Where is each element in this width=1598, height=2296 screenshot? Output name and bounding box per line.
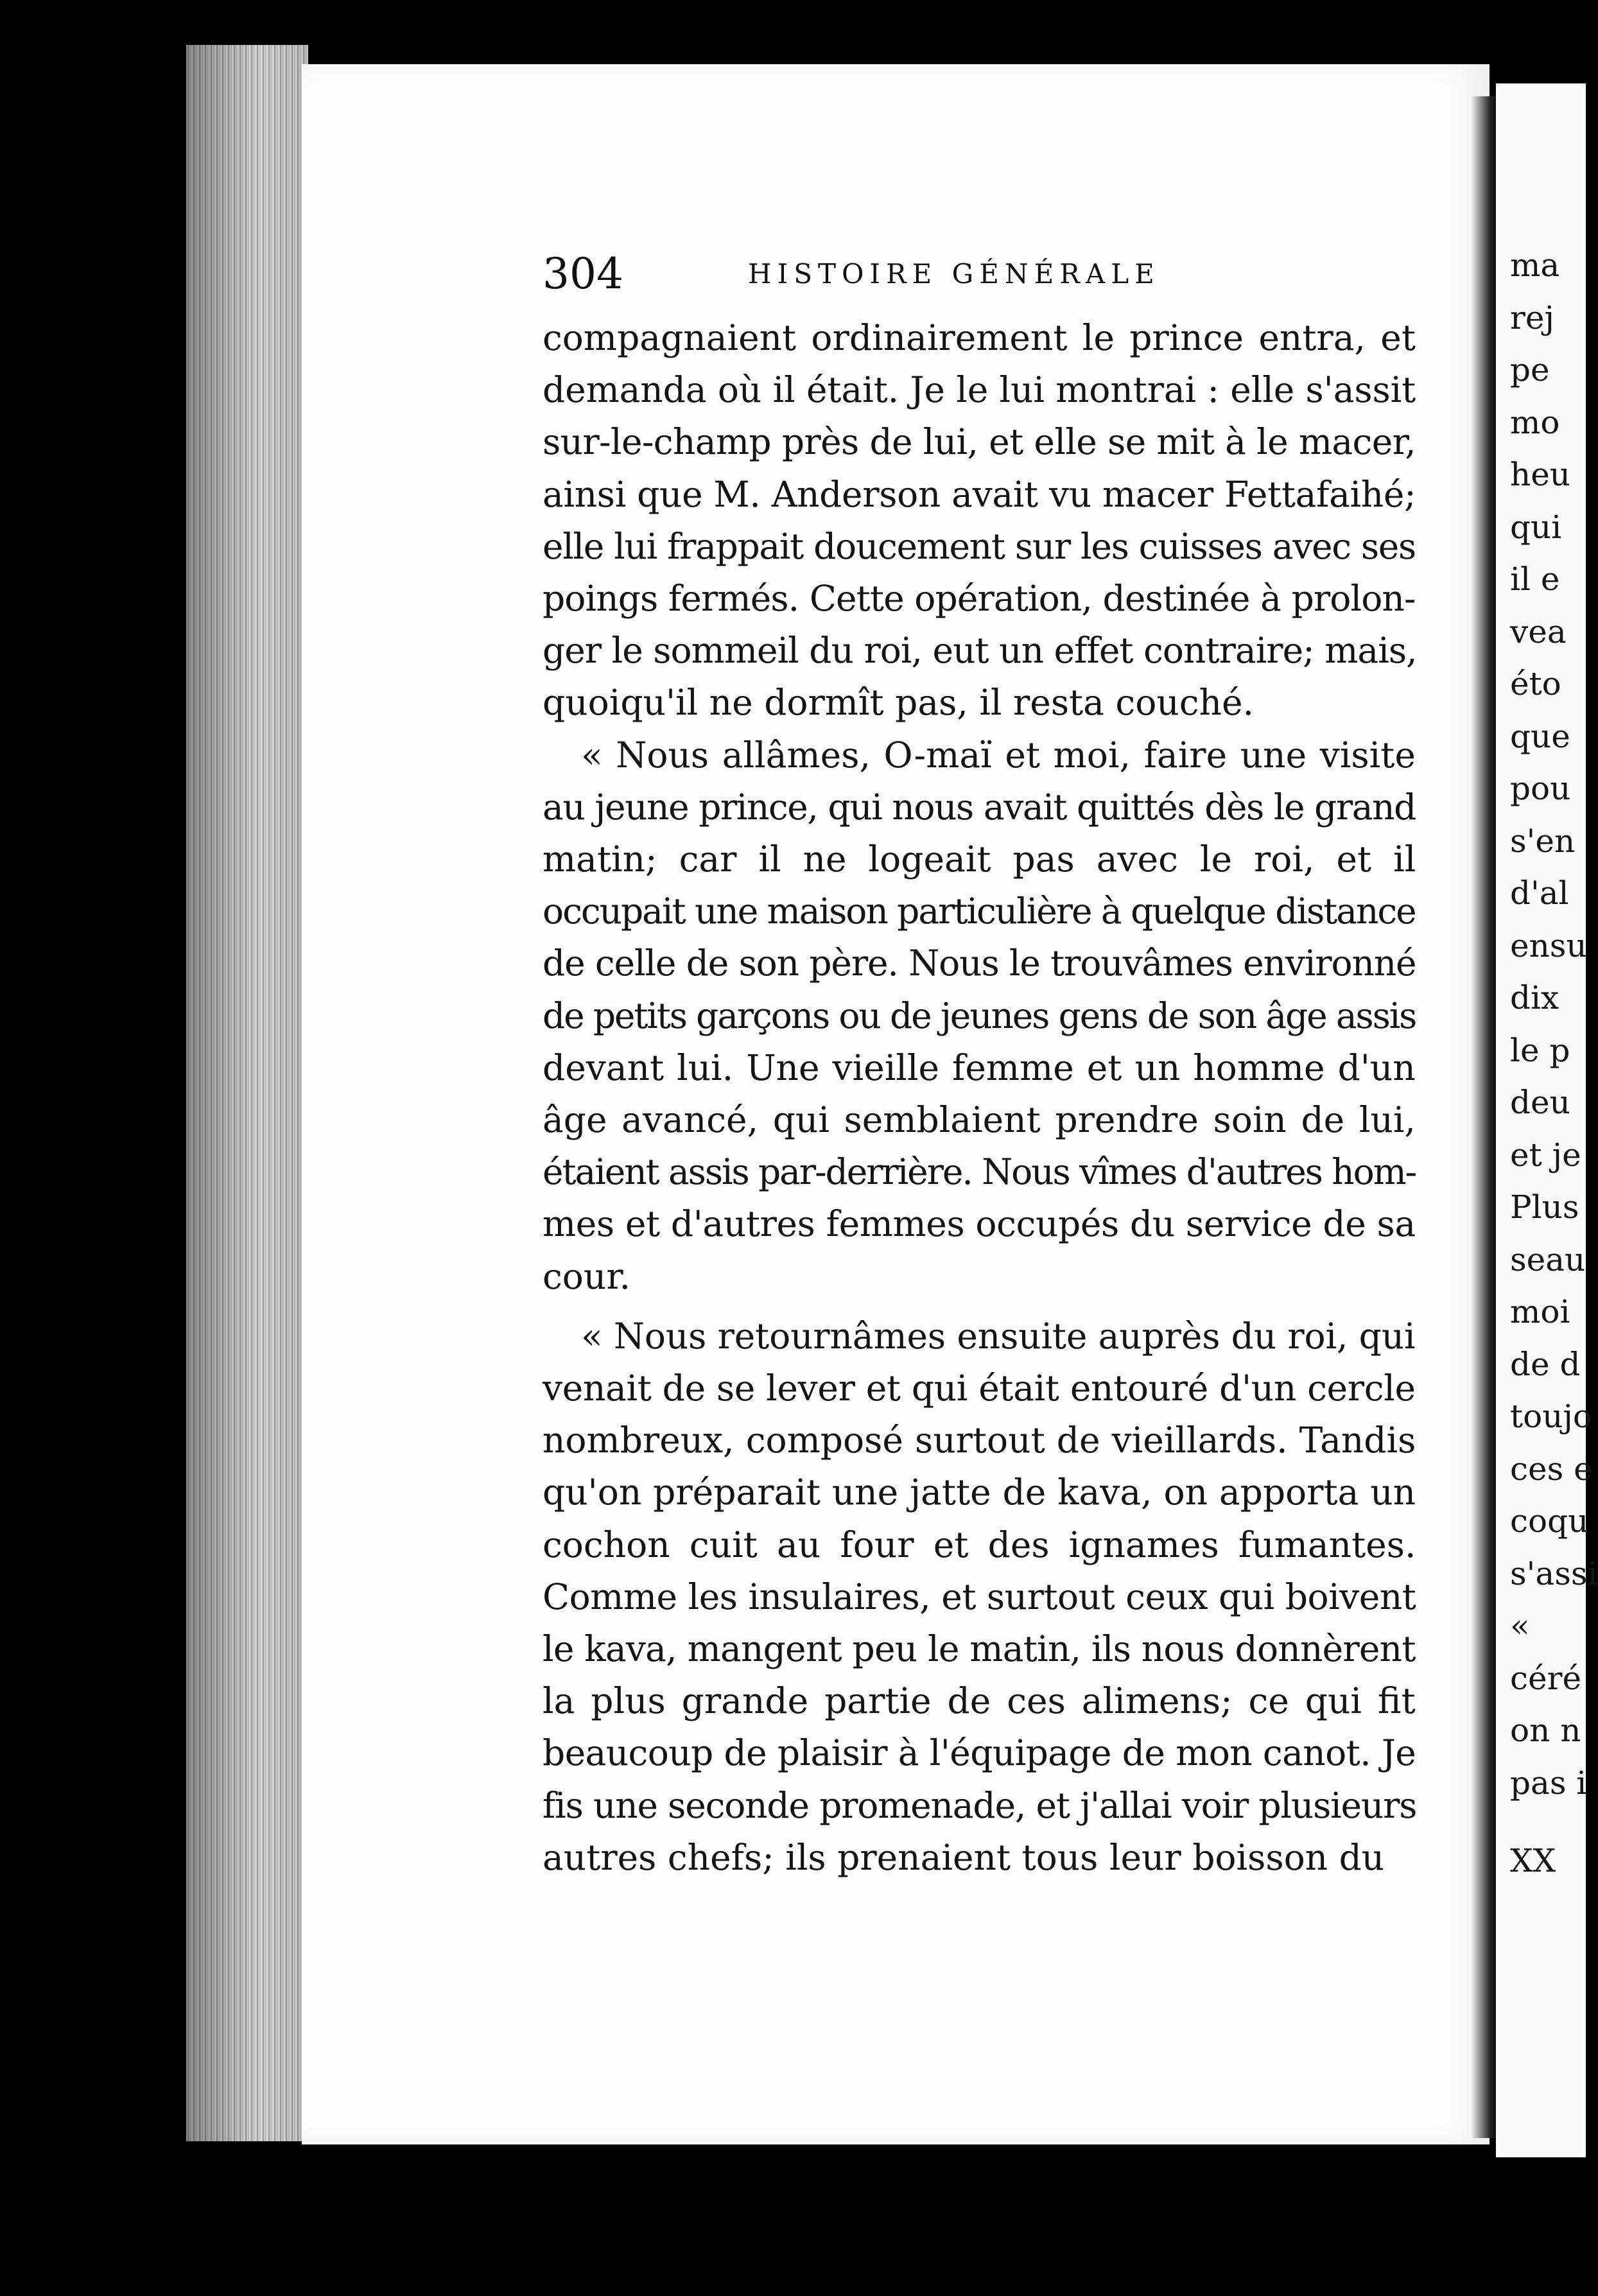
right-text-fragment: s'en xyxy=(1510,822,1576,860)
page-header xyxy=(543,245,1204,303)
right-text-fragment: toujo xyxy=(1510,1398,1593,1435)
right-text-fragment: s'assi xyxy=(1510,1554,1598,1592)
right-text-fragment: pou xyxy=(1510,770,1571,807)
text-line: occupait une maison particulière à quelque distance xyxy=(543,891,1416,932)
right-text-fragment: seau xyxy=(1510,1240,1586,1278)
text-line: poings fermés. Cette opération, destinée à prolon- xyxy=(543,578,1416,619)
right-text-fragment: « xyxy=(1510,1607,1530,1644)
right-text-fragment: ces e xyxy=(1510,1450,1593,1488)
text-line: beaucoup de plaisir à l'équipage de mon canot. Je xyxy=(543,1732,1416,1774)
right-text-fragment: qui xyxy=(1510,508,1562,546)
right-page-fragment xyxy=(1496,83,1598,2157)
right-text-fragment: vea xyxy=(1510,613,1567,650)
book-gutter xyxy=(1470,96,1499,2138)
right-text-fragment: pe xyxy=(1510,351,1550,388)
page-number: 304 xyxy=(543,249,623,299)
text-line: la plus grande partie de ces alimens; ce qui fit xyxy=(543,1680,1416,1722)
right-text-fragment: céré xyxy=(1510,1659,1582,1697)
right-text-fragment: il e xyxy=(1510,561,1560,598)
text-line: nombreux, composé surtout de vieillards. Tandis xyxy=(543,1420,1416,1461)
text-line: elle lui frappait doucement sur les cuisses avec ses xyxy=(543,525,1416,567)
text-line: cochon cuit au four et des ignames fumantes. xyxy=(543,1524,1416,1565)
text-line: venait de se lever et qui était entouré d'un cercle xyxy=(543,1368,1416,1409)
right-text-fragment: dix xyxy=(1510,979,1559,1016)
right-text-fragment: d'al xyxy=(1510,874,1569,912)
right-text-fragment: XX xyxy=(1510,1842,1556,1879)
text-line: au jeune prince, qui nous avait quittés dès le grand xyxy=(543,786,1416,828)
text-line: le kava, mangent peu le matin, ils nous donnèrent xyxy=(543,1628,1416,1669)
right-text-fragment: ensu xyxy=(1510,926,1587,964)
right-text-fragment: de d xyxy=(1510,1345,1581,1383)
right-text-fragment: et je xyxy=(1510,1136,1581,1174)
right-text-fragment: que xyxy=(1510,717,1570,755)
text-line: ainsi que M. Anderson avait vu macer Fettafaihé; xyxy=(543,473,1416,515)
right-text-fragment: on n xyxy=(1510,1712,1581,1749)
text-line: cour. xyxy=(543,1255,631,1297)
text-line: fis une seconde promenade, et j'allai voir plusieurs xyxy=(543,1784,1417,1826)
text-line: mes et d'autres femmes occupés du service de sa xyxy=(543,1203,1416,1245)
right-text-fragment: mo xyxy=(1510,403,1560,441)
text-line: autres chefs; ils prenaient tous leur boisson du xyxy=(543,1836,1385,1878)
right-text-fragment: coqu xyxy=(1510,1502,1589,1540)
right-text-fragment: ma xyxy=(1510,247,1560,284)
right-text-fragment: le p xyxy=(1510,1031,1570,1069)
text-line: âge avancé, qui semblaient prendre soin de lui, xyxy=(543,1099,1416,1140)
right-text-fragment: heu xyxy=(1510,456,1570,493)
running-head: HISTOIRE GÉNÉRALE xyxy=(748,258,1160,290)
right-text-fragment: pas i xyxy=(1510,1764,1587,1802)
text-line: étaient assis par-derrière. Nous vîmes d'autres hom- xyxy=(543,1151,1416,1193)
text-line: de celle de son père. Nous le trouvâmes environné xyxy=(543,943,1416,984)
right-text-fragment: deu xyxy=(1510,1084,1570,1121)
right-text-fragment: rej xyxy=(1510,299,1554,336)
text-line: de petits garçons ou de jeunes gens de son âge assis xyxy=(543,995,1416,1036)
text-line: qu'on préparait une jatte de kava, on apporta un xyxy=(543,1472,1416,1513)
right-text-fragment: Plus xyxy=(1510,1188,1579,1226)
text-line: sur-le-champ près de lui, et elle se mit à le macer, xyxy=(543,421,1416,463)
text-line: Comme les insulaires, et surtout ceux qui boivent xyxy=(543,1576,1416,1617)
right-text-fragment: éto xyxy=(1510,665,1561,702)
text-line: « Nous retournâmes ensuite auprès du roi, qui xyxy=(581,1315,1416,1357)
right-text-fragment: moi xyxy=(1510,1293,1570,1330)
text-line: « Nous allâmes, O-maï et moi, faire une visite xyxy=(581,734,1416,776)
text-line: devant lui. Une vieille femme et un homme d'un xyxy=(543,1047,1416,1088)
text-line: matin; car il ne logeait pas avec le roi, et il xyxy=(543,839,1416,880)
text-line: compagnaient ordinairement le prince entra, et xyxy=(543,317,1416,358)
text-line: demanda où il était. Je le lui montrai : elle s'assit xyxy=(543,369,1416,411)
text-line: ger le sommeil du roi, eut un effet contraire; mais, xyxy=(543,630,1417,672)
page-edges-shadow xyxy=(186,45,308,2141)
text-line: quoiqu'il ne dormît pas, il resta couché. xyxy=(543,682,1255,724)
